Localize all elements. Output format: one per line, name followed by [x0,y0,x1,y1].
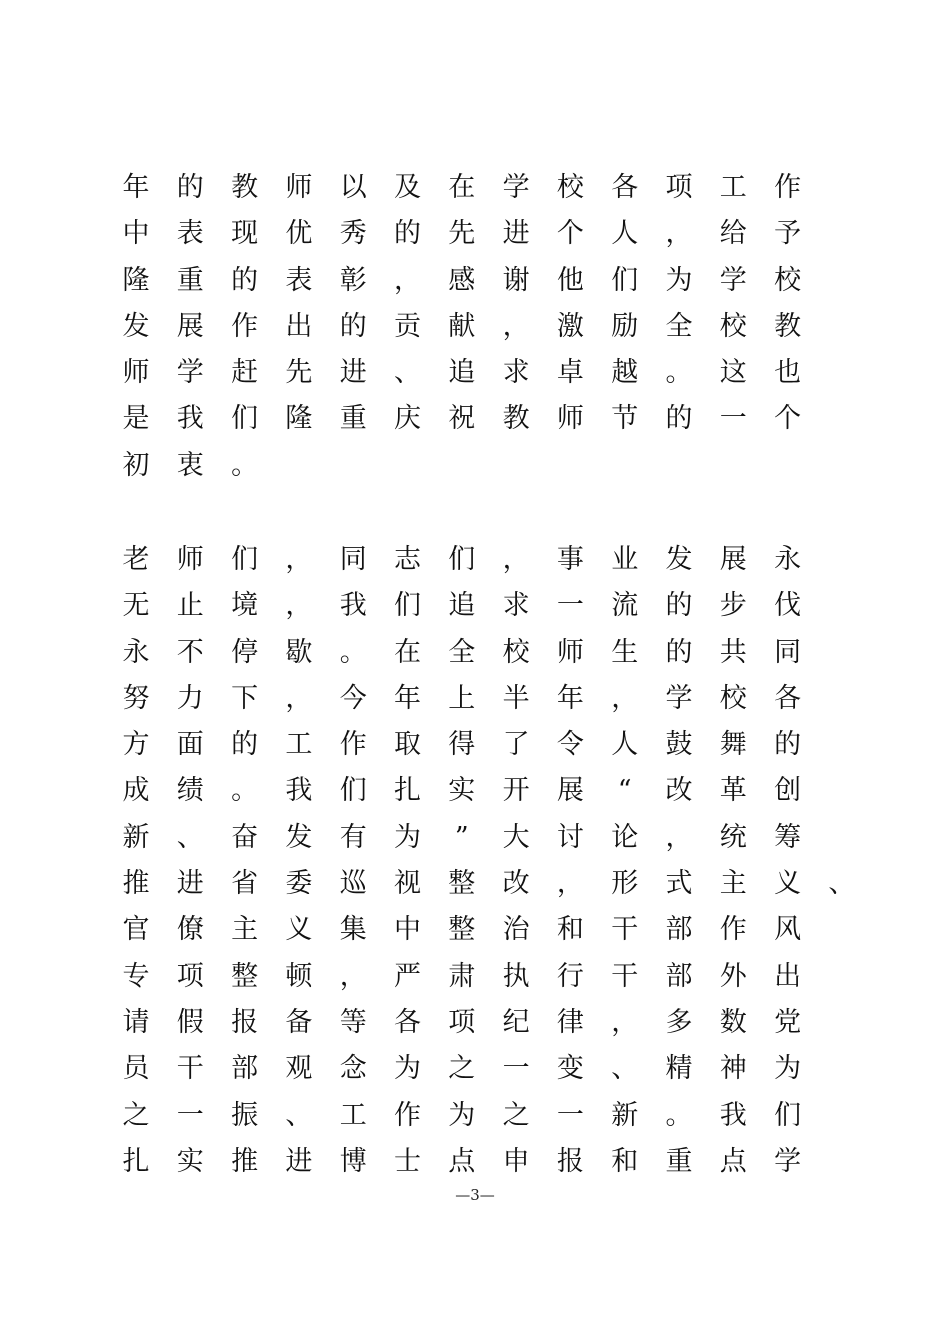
text-char: ， [394,264,421,296]
text-char: 进 [339,357,367,389]
text-char: 重 [665,1145,693,1177]
text-char: 我 [285,775,313,807]
text-char: 式 [665,868,693,900]
text-char: 生 [611,636,639,668]
text-char: 表 [285,264,313,296]
text-char: 节 [611,403,639,435]
text-char: 扎 [394,775,421,807]
text-char: 我 [719,1099,747,1131]
text-char: 报 [231,1006,259,1038]
text-char: 一 [556,590,584,622]
text-char: ， [502,544,530,575]
text-char: 变 [556,1053,584,1085]
text-char: 、 [394,357,421,389]
text-char: 风 [774,914,802,946]
text-char: 党 [774,1006,802,1038]
text-char: 为 [394,821,421,853]
text-char: 点 [719,1145,747,1177]
text-char: 步 [719,590,747,622]
text-char: 多 [665,1006,693,1038]
text-char: 工 [339,1099,367,1131]
text-char: 肃 [448,960,476,992]
text-char: 事 [556,544,584,575]
text-char: 干 [611,914,639,946]
text-char: 革 [719,775,747,807]
text-char: 感 [448,264,476,296]
text-char: 歇 [285,636,313,668]
text-char: 推 [231,1145,259,1177]
text-char: 给 [719,218,747,250]
text-char: 主 [719,868,747,900]
text-char: 。 [231,449,259,481]
text-char: 同 [339,544,367,575]
text-char: 纪 [502,1006,530,1038]
text-char: 员 [122,1053,150,1085]
text-char: 新 [611,1099,639,1131]
text-char: 申 [502,1145,530,1177]
text-char: 展 [556,775,584,807]
text-char: 新 [122,821,150,853]
text-char: 们 [231,403,259,435]
text-char: 推 [122,868,150,900]
text-char: 这 [719,357,747,389]
text-char: 实 [176,1145,204,1177]
text-char: 主 [231,914,259,946]
text-char: 成 [122,775,150,807]
text-char: 之 [502,1099,530,1131]
text-char: 在 [448,172,476,203]
text-char: 校 [502,636,530,668]
text-char: 视 [394,868,421,900]
text-char: 卓 [556,357,584,389]
text-char: 展 [719,544,747,575]
text-char: 校 [719,682,747,714]
text-char: 方 [122,729,150,761]
text-char: 振 [231,1099,259,1131]
text-char: 中 [394,914,421,946]
text-char: 之 [448,1053,476,1085]
text-char: 志 [394,544,421,575]
text-char: 士 [394,1145,421,1177]
text-char: 重 [176,264,204,296]
text-char: 为 [448,1099,476,1131]
text-char: 取 [394,729,421,761]
text-char: 贡 [394,310,421,342]
text-char: 师 [556,636,584,668]
text-char: 各 [394,1006,421,1038]
text-char: 进 [176,868,204,900]
text-char: 的 [231,264,259,296]
text-char: 之 [122,1099,150,1131]
text-char: “ [617,775,632,807]
text-char: 一 [502,1053,530,1085]
text-char: 校 [719,310,747,342]
text-char: 赶 [231,357,259,389]
text-char: 年 [394,682,421,714]
text-char: ， [285,590,313,622]
text-char: 求 [502,357,530,389]
text-char: 业 [611,544,639,575]
text-char: 念 [339,1053,367,1085]
text-char: 现 [231,218,259,250]
text-char: 发 [122,310,150,342]
text-char: 师 [176,544,204,575]
text-char: 校 [774,264,802,296]
text-char: 博 [339,1145,367,1177]
text-char: 整 [448,868,476,900]
text-char: ， [339,960,367,992]
text-char: 出 [285,310,313,342]
text-char: 开 [502,775,530,807]
text-char: 省 [231,868,259,900]
text-char: 项 [176,960,204,992]
text-char: ， [556,868,584,900]
text-char: 流 [611,590,639,622]
text-char: 官 [122,914,150,946]
text-char: 个 [556,218,584,250]
text-char: 工 [719,172,747,203]
text-char: 初 [122,449,150,481]
text-char: 严 [394,960,421,992]
text-char: 干 [611,960,639,992]
text-char: 、 [828,868,856,900]
text-char: 谢 [502,264,530,296]
text-char: 、 [285,1099,313,1131]
text-char: 献 [448,310,476,342]
text-char: 教 [502,403,530,435]
text-char: 的 [339,310,367,342]
text-char: 人 [611,218,639,250]
text-char: 越 [611,357,639,389]
text-char: 停 [231,636,259,668]
text-char: 面 [176,729,204,761]
text-char: 不 [176,636,204,668]
text-char: 大 [502,821,530,853]
text-char: ， [611,1006,639,1038]
text-char: 绩 [176,775,204,807]
text-char: 。 [665,1099,693,1131]
text-char: 年 [556,682,584,714]
text-char: 。 [665,357,693,389]
text-char: 人 [611,729,639,761]
text-char: 们 [231,544,259,575]
text-char: 委 [285,868,313,900]
text-char: 半 [502,682,530,714]
text-char: 教 [774,310,802,342]
text-char: 学 [665,682,693,714]
text-char: 学 [176,357,204,389]
text-char: 无 [122,590,150,622]
text-char: 精 [665,1053,693,1085]
text-char: 执 [502,960,530,992]
text-char: 各 [611,172,639,203]
text-char: 。 [231,775,259,807]
text-char: 隆 [122,264,150,296]
text-char: 义 [774,868,802,900]
text-char: 衷 [176,449,204,481]
text-char: 师 [285,172,313,203]
text-char: 有 [339,821,367,853]
text-char: 庆 [394,403,421,435]
text-char: 点 [448,1145,476,1177]
text-char: 一 [556,1099,584,1131]
text-char: 作 [719,914,747,946]
text-char: 项 [665,172,693,203]
text-char: 作 [774,172,802,203]
text-char: 表 [176,218,204,250]
text-char: 止 [176,590,204,622]
text-char: 老 [122,544,150,575]
text-char: 改 [665,775,693,807]
text-char: 中 [122,218,150,250]
text-char: 出 [774,960,802,992]
text-char: 以 [339,172,367,203]
text-char: 律 [556,1006,584,1038]
text-char: 和 [556,914,584,946]
text-char: 的 [231,729,259,761]
text-char: 永 [774,544,802,575]
text-char: 神 [719,1053,747,1085]
text-char: 部 [231,1053,259,1085]
text-char: 讨 [556,821,584,853]
text-char: 干 [176,1053,204,1085]
text-char: 优 [285,218,313,250]
text-char: ， [665,218,693,250]
text-char: 备 [285,1006,313,1038]
text-char: 展 [176,310,204,342]
text-char: 报 [556,1145,584,1177]
text-char: 得 [448,729,476,761]
text-char: 共 [719,636,747,668]
text-char: 统 [719,821,747,853]
text-char: 进 [285,1145,313,1177]
text-char: 进 [502,218,530,250]
text-char: 秀 [339,218,367,250]
text-char: ， [502,310,530,342]
text-char: 论 [611,821,639,853]
text-char: 追 [448,357,476,389]
text-char: 形 [611,868,639,900]
text-char: ， [285,544,313,575]
text-char: 重 [339,403,367,435]
text-char: 治 [502,914,530,946]
text-char: 年 [122,172,150,203]
text-char: 鼓 [665,729,693,761]
text-char: 僚 [176,914,204,946]
text-char: 一 [176,1099,204,1131]
text-char: 作 [394,1099,421,1131]
text-char: 的 [774,729,802,761]
text-char: 励 [611,310,639,342]
text-char: 、 [611,1053,639,1085]
text-char: 激 [556,310,584,342]
text-char: 为 [665,264,693,296]
text-char: 下 [231,682,259,714]
text-char: 专 [122,960,150,992]
text-char: 校 [556,172,584,203]
text-char: 的 [394,218,421,250]
text-char: 。 [339,636,367,668]
text-char: 行 [556,960,584,992]
text-char: 及 [394,172,421,203]
text-char: 师 [556,403,584,435]
text-char: 外 [719,960,747,992]
text-char: 实 [448,775,476,807]
text-char: 在 [394,636,421,668]
text-char: 们 [611,264,639,296]
text-char: 彰 [339,264,367,296]
text-char: 永 [122,636,150,668]
text-char: 先 [448,218,476,250]
text-char: 予 [774,218,802,250]
text-char: 的 [665,636,693,668]
text-char: 整 [231,960,259,992]
text-char: 学 [719,264,747,296]
text-char: 数 [719,1006,747,1038]
text-char: 了 [502,729,530,761]
text-char: ， [285,682,313,714]
text-char: ” [454,821,469,853]
text-char: 令 [556,729,584,761]
text-char: 扎 [122,1145,150,1177]
text-char: 也 [774,357,802,389]
text-char: 为 [774,1053,802,1085]
text-char: 他 [556,264,584,296]
text-char: 改 [502,868,530,900]
text-char: 集 [339,914,367,946]
text-char: 个 [774,403,802,435]
text-char: 全 [665,310,693,342]
text-char: 祝 [448,403,476,435]
text-char: 顿 [285,960,313,992]
text-char: 学 [502,172,530,203]
text-char: 同 [774,636,802,668]
text-char: 义 [285,914,313,946]
text-char: 教 [231,172,259,203]
text-char: 隆 [285,403,313,435]
text-char: 创 [774,775,802,807]
text-char: 一 [719,403,747,435]
text-char: 巡 [339,868,367,900]
text-char: 舞 [719,729,747,761]
text-char: 部 [665,960,693,992]
text-char: 伐 [774,590,802,622]
text-char: 整 [448,914,476,946]
text-char: 各 [774,682,802,714]
text-char: 作 [339,729,367,761]
text-char: 工 [285,729,313,761]
text-char: 、 [176,821,204,853]
text-char: 努 [122,682,150,714]
text-char: 项 [448,1006,476,1038]
text-char: 请 [122,1006,150,1038]
text-char: 学 [774,1145,802,1177]
text-char: 等 [339,1006,367,1038]
text-char: 假 [176,1006,204,1038]
text-char: 上 [448,682,476,714]
text-char: 和 [611,1145,639,1177]
text-char: 的 [665,590,693,622]
text-char: 我 [339,590,367,622]
text-char: 求 [502,590,530,622]
text-char: 观 [285,1053,313,1085]
text-char: 力 [176,682,204,714]
text-char: 们 [448,544,476,575]
text-char: 先 [285,357,313,389]
text-char: 们 [774,1099,802,1131]
page-number: —3— [455,1186,495,1204]
text-char: 奋 [231,821,259,853]
text-char: 们 [339,775,367,807]
text-char: ， [611,682,639,714]
text-char: 发 [285,821,313,853]
text-char: 的 [176,172,204,203]
text-char: 们 [394,590,421,622]
text-char: 追 [448,590,476,622]
text-char: 为 [394,1053,421,1085]
text-char: 境 [231,590,259,622]
text-char: 今 [339,682,367,714]
text-char: 部 [665,914,693,946]
text-char: 的 [665,403,693,435]
text-char: 师 [122,357,150,389]
text-char: 筹 [774,821,802,853]
text-char: 作 [231,310,259,342]
text-char: ， [665,821,693,853]
text-char: 发 [665,544,693,575]
text-char: 全 [448,636,476,668]
text-char: 我 [176,403,204,435]
text-char: 是 [122,403,150,435]
